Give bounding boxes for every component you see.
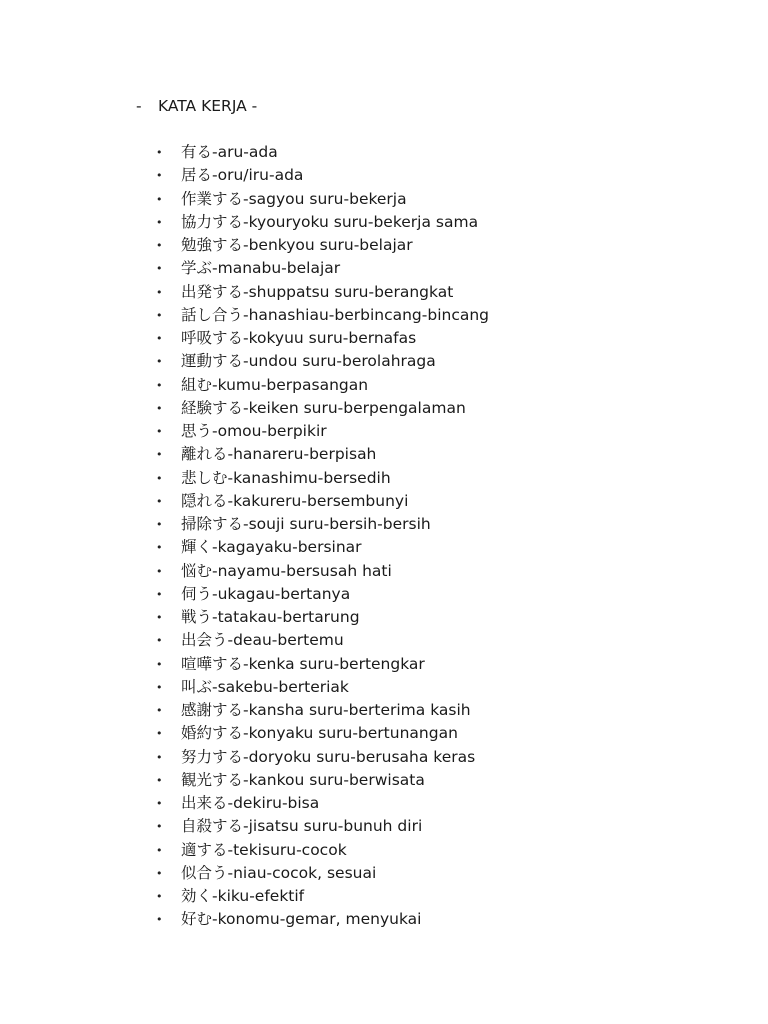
bullet-icon: • bbox=[156, 843, 163, 857]
bullet-icon: • bbox=[156, 727, 163, 741]
bullet-icon: • bbox=[156, 355, 163, 369]
list-item bbox=[156, 327, 489, 350]
bullet-icon: • bbox=[156, 704, 163, 717]
bullet-icon: • bbox=[156, 866, 163, 880]
list-item-text: 輝く-kagayaku-bersinar bbox=[181, 538, 362, 557]
list-item bbox=[156, 211, 489, 234]
bullet-icon: • bbox=[156, 262, 163, 276]
list-item-text: 運動する-undou suru-berolahraga bbox=[181, 352, 436, 371]
list-item bbox=[156, 374, 489, 397]
list-item-text: 叫ぶ-sakebu-berteriak bbox=[181, 677, 349, 696]
list-item bbox=[156, 908, 489, 931]
list-item-text: 隠れる-kakureru-bersembunyi bbox=[181, 491, 409, 510]
list-item-text: 婚約する-konyaku suru-bertunangan bbox=[181, 724, 458, 743]
bullet-icon: • bbox=[156, 308, 163, 322]
list-item-text: 出来る-dekiru-bisa bbox=[181, 794, 320, 812]
list-item-text: 勉強する-benkyou suru-belajar bbox=[181, 236, 413, 254]
list-item-text: 居る-oru/iru-ada bbox=[181, 166, 304, 185]
bullet-icon: • bbox=[156, 657, 163, 671]
list-item bbox=[156, 513, 489, 536]
list-item-text: 努力する-doryoku suru-berusaha keras bbox=[181, 747, 476, 766]
list-item-text: 話し合う-hanashiau-berbincang-bincang bbox=[181, 305, 490, 324]
bullet-icon: • bbox=[156, 425, 163, 438]
list-item bbox=[156, 653, 489, 676]
list-item bbox=[156, 397, 489, 420]
list-item bbox=[156, 583, 489, 606]
list-item bbox=[156, 536, 489, 559]
bullet-icon: • bbox=[156, 587, 163, 601]
list-item bbox=[156, 420, 489, 443]
bullet-icon: • bbox=[156, 332, 163, 345]
bullet-icon: • bbox=[156, 564, 163, 578]
list-item bbox=[156, 281, 489, 304]
list-item-text: 悩む-nayamu-bersusah hati bbox=[181, 561, 392, 580]
list-item-text: 似合う-niau-cocok, sesuai bbox=[181, 863, 377, 882]
bullet-icon: • bbox=[156, 518, 163, 531]
list-item bbox=[156, 234, 489, 257]
list-item bbox=[156, 699, 489, 722]
bullet-icon: • bbox=[156, 285, 163, 299]
list-item-text: 離れる-hanareru-berpisah bbox=[181, 445, 377, 464]
list-item-text: 自殺する-jisatsu suru-bunuh diri bbox=[181, 817, 423, 836]
list-item bbox=[156, 560, 489, 583]
bullet-icon: • bbox=[156, 913, 163, 927]
list-item bbox=[156, 467, 489, 490]
bullet-icon: • bbox=[156, 494, 163, 508]
list-item-text: 呼吸する-kokyuu suru-bernafas bbox=[181, 329, 417, 347]
section-heading bbox=[136, 95, 257, 117]
bullet-icon: • bbox=[156, 169, 163, 183]
list-item bbox=[156, 769, 489, 792]
list-item bbox=[156, 141, 489, 164]
bullet-icon: • bbox=[156, 750, 163, 764]
list-item bbox=[156, 490, 489, 513]
list-item bbox=[156, 676, 489, 699]
bullet-icon: • bbox=[156, 471, 163, 485]
list-item bbox=[156, 815, 489, 838]
list-item-text: 思う-omou-berpikir bbox=[181, 422, 327, 440]
list-item-text: 協力する-kyouryoku suru-bekerja sama bbox=[181, 212, 479, 231]
list-item-text: 観光する-kankou suru-berwisata bbox=[181, 770, 425, 789]
verb-list bbox=[156, 141, 489, 932]
list-item bbox=[156, 862, 489, 885]
list-item-text: 戦う-tatakau-bertarung bbox=[181, 608, 360, 626]
bullet-icon: • bbox=[156, 192, 163, 206]
list-item-text: 有る-aru-ada bbox=[181, 143, 278, 161]
list-item bbox=[156, 257, 489, 280]
list-item bbox=[156, 839, 489, 862]
bullet-icon: • bbox=[156, 378, 163, 392]
bullet-icon: • bbox=[156, 773, 163, 787]
list-item-text: 学ぶ-manabu-belajar bbox=[181, 259, 341, 278]
list-item bbox=[156, 792, 489, 815]
heading-dash: - bbox=[136, 97, 142, 115]
list-item-text: 組む-kumu-berpasangan bbox=[181, 375, 369, 394]
list-item-text: 効く-kiku-efektif bbox=[181, 887, 305, 905]
list-item bbox=[156, 722, 489, 745]
bullet-icon: • bbox=[156, 797, 163, 810]
list-item bbox=[156, 629, 489, 652]
heading-title: KATA KERJA - bbox=[158, 97, 258, 115]
bullet-icon: • bbox=[156, 215, 163, 229]
list-item-text: 適する-tekisuru-cocok bbox=[181, 840, 347, 859]
list-item-text: 好む-konomu-gemar, menyukai bbox=[181, 910, 422, 929]
list-item bbox=[156, 304, 489, 327]
bullet-icon: • bbox=[156, 890, 163, 903]
list-item bbox=[156, 443, 489, 466]
list-item-text: 伺う-ukagau-bertanya bbox=[181, 584, 351, 603]
bullet-icon: • bbox=[156, 401, 163, 415]
list-item-text: 経験する-keiken suru-berpengalaman bbox=[181, 398, 466, 417]
bullet-icon: • bbox=[156, 820, 163, 834]
bullet-icon: • bbox=[156, 611, 163, 624]
bullet-icon: • bbox=[156, 146, 163, 159]
bullet-icon: • bbox=[156, 541, 163, 555]
list-item bbox=[156, 746, 489, 769]
list-item bbox=[156, 606, 489, 629]
bullet-icon: • bbox=[156, 634, 163, 648]
list-item-text: 感謝する-kansha suru-berterima kasih bbox=[181, 701, 471, 719]
bullet-icon: • bbox=[156, 680, 163, 694]
list-item-text: 出発する-shuppatsu suru-berangkat bbox=[181, 282, 454, 301]
list-item bbox=[156, 188, 489, 211]
bullet-icon: • bbox=[156, 239, 163, 252]
list-item-text: 出会う-deau-bertemu bbox=[181, 631, 344, 650]
list-item-text: 掃除する-souji suru-bersih-bersih bbox=[181, 515, 431, 533]
list-item bbox=[156, 164, 489, 187]
list-item-text: 悲しむ-kanashimu-bersedih bbox=[181, 468, 391, 487]
bullet-icon: • bbox=[156, 448, 163, 462]
list-item bbox=[156, 885, 489, 908]
list-item-text: 作業する-sagyou suru-bekerja bbox=[181, 189, 407, 208]
list-item bbox=[156, 350, 489, 373]
list-item-text: 喧嘩する-kenka suru-bertengkar bbox=[181, 654, 425, 673]
